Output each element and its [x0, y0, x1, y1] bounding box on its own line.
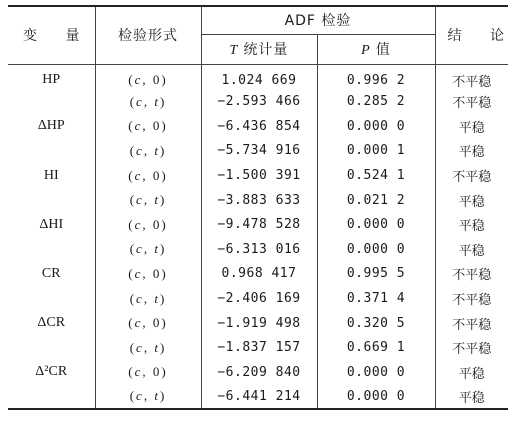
cell-conclusion: 不平稳 — [452, 317, 492, 333]
cell-p-value: 0.000 0 — [317, 212, 435, 237]
table-row — [8, 139, 508, 164]
cell-test-form: (c, t) — [95, 335, 201, 360]
header-p-value: 值 — [375, 42, 391, 58]
cell-t-statistic: −2.593 466 — [201, 90, 317, 115]
cell-p-value: 0.996 2 — [317, 64, 435, 90]
cell-p-value: 0.000 0 — [317, 360, 435, 385]
cell-p-value: 0.669 1 — [317, 335, 435, 360]
cell-test-form: (c, 0) — [95, 163, 201, 188]
table-row — [8, 335, 508, 360]
cell-conclusion: 不平稳 — [452, 342, 492, 358]
header-adf-cell — [201, 6, 435, 34]
cell-t-statistic: −6.436 854 — [201, 114, 317, 139]
cell-t-statistic: −2.406 169 — [201, 286, 317, 311]
cell-test-form: (c, 0) — [95, 212, 201, 237]
cell-conclusion: 不平稳 — [452, 74, 492, 90]
header-adf-test: ADF 检验 — [284, 13, 352, 30]
cell-test-form: (c, t) — [95, 237, 201, 262]
cell-conclusion: 平稳 — [458, 219, 485, 235]
table-row — [8, 311, 508, 336]
header-conclusion-cell — [435, 6, 516, 64]
cell-p-value: 0.285 2 — [317, 90, 435, 115]
cell-conclusion: 平稳 — [458, 120, 485, 136]
cell-p-value: 0.000 0 — [317, 385, 435, 410]
table-row — [8, 286, 508, 311]
cell-test-form: (c, t) — [95, 90, 201, 115]
header-test-form: 检验形式 — [118, 28, 178, 45]
cell-p-value: 0.000 0 — [317, 237, 435, 262]
cell-variable — [8, 286, 95, 311]
table-row — [8, 262, 508, 287]
header-p-value-cell — [317, 34, 435, 64]
header-t-symbol: T — [229, 43, 239, 58]
cell-conclusion: 不平稳 — [452, 170, 492, 186]
cell-t-statistic: −6.441 214 — [201, 385, 317, 410]
cell-test-form: (c, t) — [95, 188, 201, 213]
cell-test-form: (c, t) — [95, 286, 201, 311]
cell-t-statistic: −1.500 391 — [201, 163, 317, 188]
cell-p-value: 0.995 5 — [317, 262, 435, 287]
table-row — [8, 385, 508, 410]
cell-test-form: (c, 0) — [95, 64, 201, 90]
cell-t-statistic: −6.313 016 — [201, 237, 317, 262]
cell-variable: Δ²CR — [8, 360, 95, 385]
cell-variable — [8, 90, 95, 115]
cell-test-form: (c, t) — [95, 139, 201, 164]
cell-variable — [8, 139, 95, 164]
cell-t-statistic: −1.837 157 — [201, 335, 317, 360]
cell-p-value: 0.000 1 — [317, 139, 435, 164]
cell-variable: ΔHP — [8, 114, 95, 139]
cell-p-value: 0.524 1 — [317, 163, 435, 188]
cell-conclusion: 平稳 — [435, 385, 508, 410]
cell-test-form: (c, 0) — [95, 262, 201, 287]
table-body — [8, 64, 508, 409]
cell-test-form: (c, 0) — [95, 114, 201, 139]
cell-conclusion: 不平稳 — [452, 268, 492, 284]
header-p-symbol: P — [361, 43, 371, 58]
cell-conclusion: 平稳 — [458, 194, 485, 210]
cell-p-value: 0.021 2 — [317, 188, 435, 213]
cell-t-statistic: 0.968 417 — [201, 262, 317, 287]
cell-conclusion: 不平稳 — [452, 96, 492, 112]
header-variable: 变 量 — [23, 28, 92, 45]
cell-conclusion: 平稳 — [458, 366, 485, 382]
cell-variable: ΔHI — [8, 212, 95, 237]
table-row — [8, 163, 508, 188]
cell-conclusion: 平稳 — [458, 243, 485, 259]
cell-variable — [8, 335, 95, 360]
cell-conclusion: 不平稳 — [452, 293, 492, 309]
table-row — [8, 90, 508, 115]
cell-variable: HI — [8, 163, 95, 188]
cell-p-value: 0.371 4 — [317, 286, 435, 311]
table-row — [8, 64, 508, 90]
cell-variable: ΔCR — [8, 311, 95, 336]
cell-test-form: (c, t) — [95, 385, 201, 410]
header-t-stat: 统计量 — [243, 42, 289, 58]
table-row — [8, 360, 508, 385]
cell-t-statistic: −9.478 528 — [201, 212, 317, 237]
cell-test-form: (c, 0) — [95, 360, 201, 385]
cell-variable — [8, 237, 95, 262]
header-conclusion: 结 论 — [447, 28, 516, 45]
header-form-cell — [95, 6, 201, 64]
cell-variable: HP — [8, 64, 95, 90]
cell-conclusion: 平稳 — [458, 145, 485, 161]
adf-test-table — [8, 5, 516, 410]
cell-t-statistic: −3.883 633 — [201, 188, 317, 213]
cell-p-value: 0.000 0 — [317, 114, 435, 139]
table-row — [8, 114, 508, 139]
table-row — [8, 212, 508, 237]
cell-variable: CR — [8, 262, 95, 287]
header-t-stat-cell — [201, 34, 317, 64]
table-row — [8, 188, 508, 213]
cell-p-value: 0.320 5 — [317, 311, 435, 336]
table-row — [8, 237, 508, 262]
cell-variable — [8, 385, 95, 410]
cell-variable — [8, 188, 95, 213]
cell-t-statistic: 1.024 669 — [201, 64, 317, 90]
cell-t-statistic: −6.209 840 — [201, 360, 317, 385]
cell-t-statistic: −5.734 916 — [201, 139, 317, 164]
cell-t-statistic: −1.919 498 — [201, 311, 317, 336]
cell-test-form: (c, 0) — [95, 311, 201, 336]
header-variable-cell — [8, 6, 95, 64]
